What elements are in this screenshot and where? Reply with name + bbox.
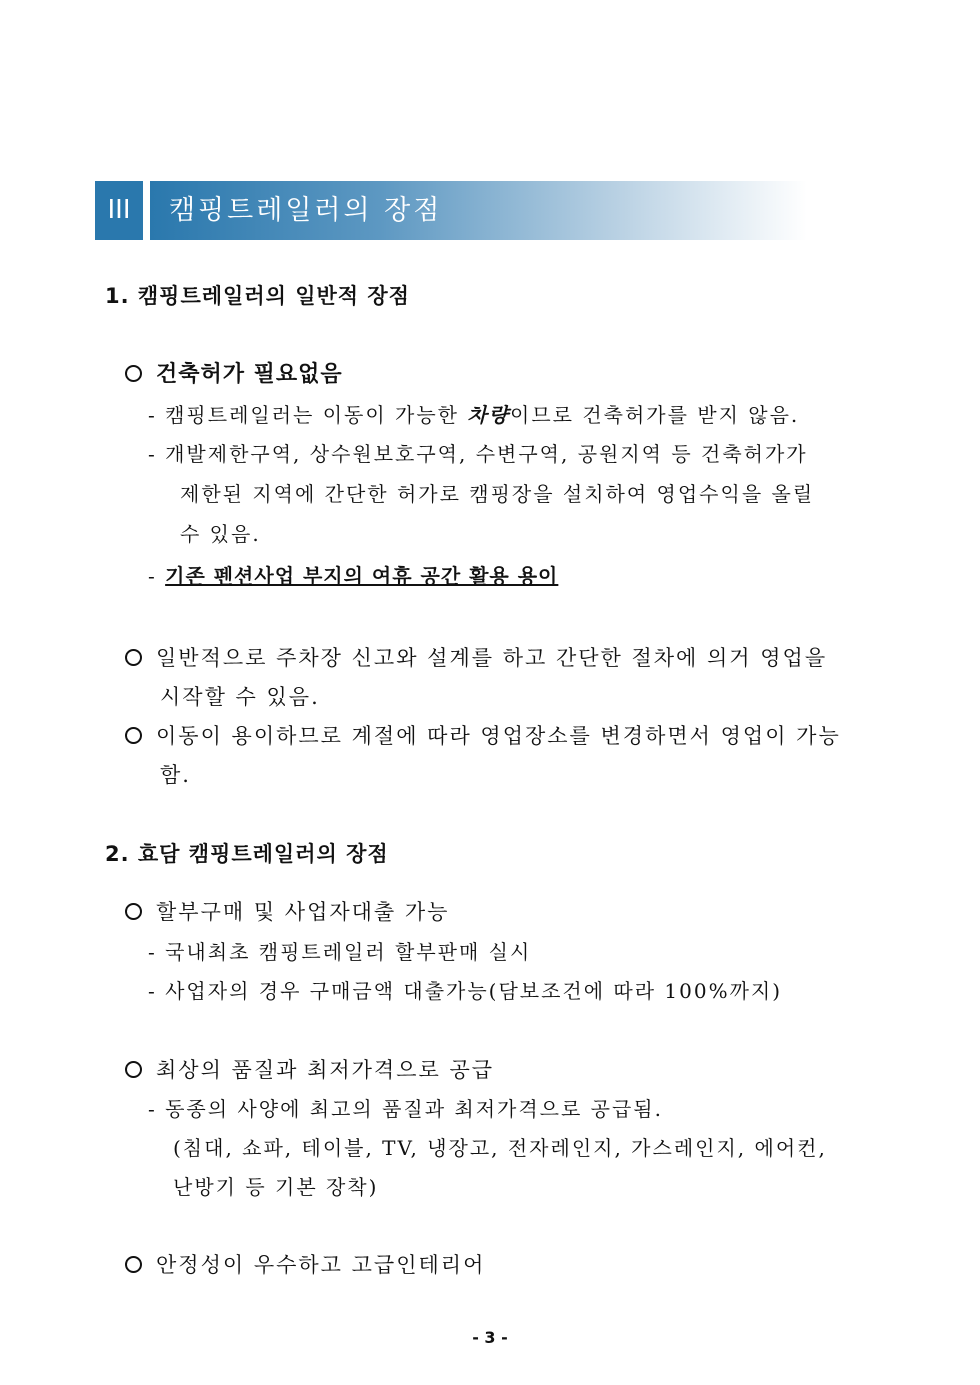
bullet-text: 이동이 용이하므로 계절에 따라 영업장소를 변경하면서 영업이 가능 [156, 724, 841, 748]
bullet-continued: 함. [160, 763, 191, 787]
dash-item-continued: 제한된 지역에 간단한 허가로 캠핑장을 설치하여 영업수익을 올릴 [180, 482, 815, 506]
banner-number: III [95, 181, 143, 240]
circle-bullet-icon [125, 649, 142, 666]
bullet-title: 건축허가 필요없음 [156, 362, 343, 387]
dash-item: - 사업자의 경우 구매금액 대출가능(담보조건에 따라 100%까지) [148, 979, 783, 1003]
bullet-text: 안정성이 우수하고 고급인테리어 [156, 1253, 486, 1277]
section1-heading: 1. 캠핑트레일러의 일반적 장점 [105, 284, 410, 308]
bullet-text: 일반적으로 주차장 신고와 설계를 하고 간단한 절차에 의거 영업을 [156, 646, 828, 670]
circle-bullet-icon [125, 365, 142, 382]
dash-text: - 캠핑트레일러는 이동이 가능한 [148, 403, 468, 427]
banner-bar [150, 181, 807, 240]
dash-item: - 개발제한구역, 상수원보호구역, 수변구역, 공원지역 등 건축허가가 [148, 442, 808, 466]
underlined-text: 기존 펜션사업 부지의 여휴 공간 활용 용이 [165, 564, 559, 588]
bullet-quality [125, 1056, 494, 1084]
dash-item: - 국내최초 캠핑트레일러 할부판매 실시 [148, 940, 532, 964]
bullet-mobility [125, 722, 841, 750]
section2-heading: 2. 효담 캠핑트레일러의 장점 [105, 842, 389, 866]
dash-item-continued: 난방기 등 기본 장착) [173, 1175, 379, 1199]
banner-title: 캠핑트레일러의 장점 [169, 195, 443, 226]
bullet-no-permit [125, 361, 343, 389]
bullet-continued: 시작할 수 있음. [160, 685, 320, 709]
circle-bullet-icon [125, 1061, 142, 1078]
bullet-text: 최상의 품질과 최저가격으로 공급 [156, 1058, 495, 1082]
dash-mark: - [148, 564, 166, 588]
dash-item: - 동종의 사양에 최고의 품질과 최저가격으로 공급됨. [148, 1097, 663, 1121]
bullet-text: 할부구매 및 사업자대출 가능 [156, 900, 450, 924]
dash-item [148, 562, 558, 590]
circle-bullet-icon [125, 1256, 142, 1273]
bullet-parking [125, 644, 827, 672]
dash-text: 이므로 건축허가를 받지 않음. [510, 403, 800, 427]
page-number: - 3 - [472, 1328, 508, 1347]
section-banner [95, 181, 807, 240]
dash-item [148, 401, 799, 429]
bullet-installment [125, 898, 449, 926]
emphasis-text: 차량 [467, 403, 510, 427]
circle-bullet-icon [125, 903, 142, 920]
dash-item-continued: 수 있음. [180, 522, 261, 546]
bullet-stability [125, 1251, 485, 1279]
dash-item-continued: (침대, 쇼파, 테이블, TV, 냉장고, 전자레인지, 가스레인지, 에어컨, [173, 1136, 827, 1160]
circle-bullet-icon [125, 727, 142, 744]
